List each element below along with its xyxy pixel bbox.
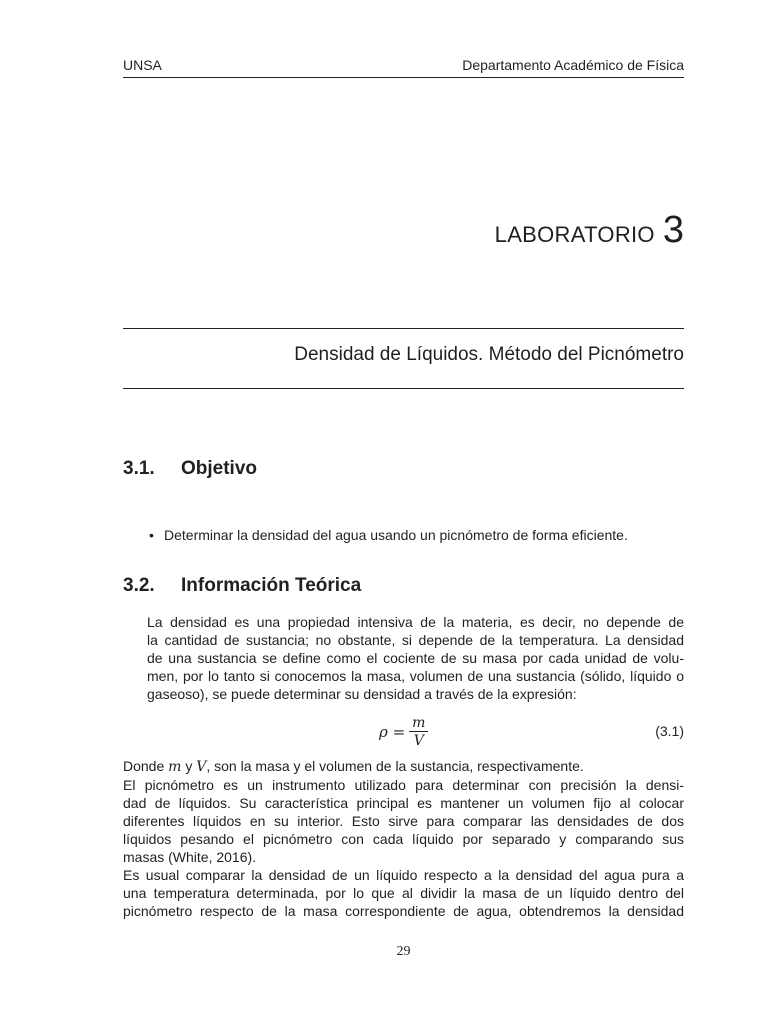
text-line: una temperatura determinada, por lo que al dividir la masa de un líquido dentro del [123, 885, 684, 901]
text-line: men, por lo tanto si conocemos la masa, volumen de una sustancia (sólido, líquido o [147, 668, 684, 684]
equation-expression [379, 712, 428, 752]
header-rule [123, 77, 684, 78]
text-line: la cantidad de sustancia; no obstante, si depende de la temperatura. La densidad [147, 632, 684, 648]
chapter-heading [495, 208, 684, 252]
page-number: 29 [396, 944, 411, 959]
text-line: gaseoso), se puede determinar su densidad a través de la expresión: [147, 686, 577, 702]
text-line: dad de líquidos. Su característica principal es mantener un volumen fijo al colocar [123, 795, 684, 811]
running-header [123, 56, 684, 74]
header-department: Departamento Académico de Física [462, 57, 684, 73]
chapter-title: Densidad de Líquidos. Método del Picnómetro [294, 344, 684, 365]
text-line: de una sustancia se define como el cociente de su masa por cada unidad de volu- [147, 650, 684, 666]
document-page [123, 0, 684, 1024]
math-variable-m: m [168, 759, 182, 775]
math-variable-v: V [196, 759, 207, 775]
section-title: Objetivo [181, 458, 258, 479]
section-heading-informacion [123, 574, 361, 598]
title-rule-top [123, 328, 684, 329]
section-title: Información Teórica [181, 575, 362, 596]
objective-list-item [147, 526, 684, 545]
text-line: líquidos pesando el picnómetro con cada líquido por separado y comparando sus [123, 831, 684, 847]
equation-lhs: ρ = [379, 723, 406, 741]
text-line [123, 757, 684, 776]
paragraph-density-definition [123, 613, 684, 703]
header-institution: UNSA [123, 57, 162, 73]
equation-number: (3.1) [655, 723, 684, 739]
text-line: Es usual comparar la densidad de un líquido respecto a la densidad del agua pura a [123, 867, 684, 883]
equation-denominator: V [413, 732, 424, 749]
equation-fraction [409, 715, 428, 750]
section-number: 3.1. [123, 458, 155, 479]
title-rule-bottom [123, 388, 684, 389]
paragraph-picnometro [123, 757, 684, 920]
text-line: picnómetro respecto de la masa correspondiente de agua, obtendremos la densidad [123, 903, 684, 919]
text-segment: y [185, 758, 193, 774]
text-line: diferentes líquidos en su interior. Esto sirve para comparar las densidades de dos [123, 813, 684, 829]
equation-numerator: m [409, 715, 428, 732]
bullet-icon: • [149, 527, 154, 543]
section-heading-objetivo [123, 457, 257, 481]
equation-density [123, 712, 684, 752]
text-line: masas (White, 2016). [123, 849, 257, 865]
text-segment: Donde [123, 758, 165, 774]
section-number: 3.2. [123, 575, 155, 596]
text-line: El picnómetro es un instrumento utilizado para determinar con precisión la densi- [123, 777, 684, 793]
chapter-number: 3 [662, 209, 684, 251]
chapter-label: LABORATORIO [494, 222, 655, 247]
text-segment: , son la masa y el volumen de la sustancia, respectivamente. [206, 758, 584, 774]
text-line: La densidad es una propiedad intensiva de la materia, es decir, no depende de [147, 614, 684, 630]
objective-text: Determinar la densidad del agua usando un picnómetro de forma eficiente. [164, 527, 628, 543]
